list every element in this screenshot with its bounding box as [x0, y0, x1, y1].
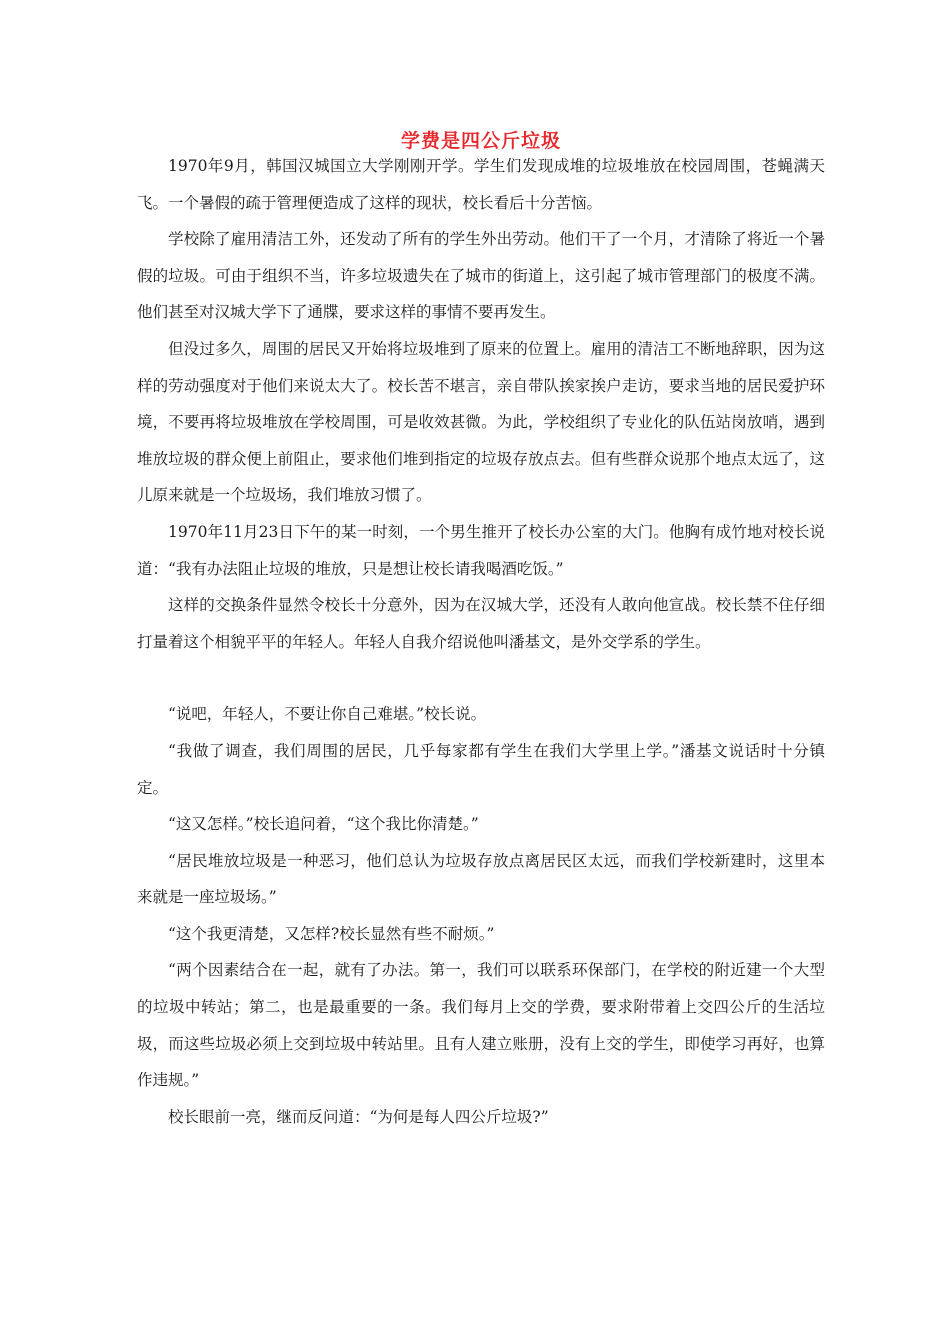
paragraph-5: 这样的交换条件显然令校长十分意外，因为在汉城大学，还没有人敢向他宣战。校长禁不住仔细打量着这个相貌平平的年轻人。年轻人自我介绍说他叫潘基文，是外交学系的学生。 [137, 596, 825, 651]
paragraph-9: “居民堆放垃圾是一种恶习，他们总认为垃圾存放点离居民区太远，而我们学校新建时，这里本来就是一座垃圾场。” [137, 851, 825, 907]
paragraph-3: 但没过多久，周围的居民又开始将垃圾堆到了原来的位置上。雇用的清洁工不断地辞职，因为这样的劳动强度对于他们来说太大了。校长苦不堪言，亲自带队挨家挨户走访，要求当地的居民爱护环境，不要再将垃圾堆放在学校周围，可是收效甚微。为此，学校组织了专业化的队伍站岗放哨，遇到堆放垃圾的群众便上前阻止，要求他们堆到指定的垃圾存放点去。但有些群众说那个地点太远了，这儿原来就是一个垃圾场，我们堆放习惯了。 [137, 339, 825, 505]
paragraph-1: 1970年9月，韩国汉城国立大学刚刚开学。学生们发现成堆的垃圾堆放在校园周围，苍蝇满天飞。一个暑假的疏于管理便造成了这样的现状，校长看后十分苦恼。 [137, 157, 825, 212]
paragraph-4: 1970年11月23日下午的某一时刻，一个男生推开了校长办公室的大门。他胸有成竹地对校长说道：“我有办法阻止垃圾的堆放，只是想让校长请我喝酒吃饭。” [137, 522, 825, 578]
paragraph-10: “这个我更清楚，又怎样?校长显然有些不耐烦。” [168, 924, 495, 943]
paragraph-11: “两个因素结合在一起，就有了办法。第一，我们可以联系环保部门，在学校的附近建一个大型的垃圾中转站；第二，也是最重要的一条。我们每月上交的学费，要求附带着上交四公斤的生活垃圾，而这些垃圾必须上交到垃圾中转站里。且有人建立账册，没有上交的学生，即使学习再好，也算作违规。” [137, 961, 825, 1090]
paragraph-7: “我做了调查，我们周围的居民，几乎每家都有学生在我们大学里上学。”潘基文说话时十分镇定。 [137, 741, 825, 797]
paragraph-6: “说吧，年轻人，不要让你自己难堪。”校长说。 [168, 705, 487, 724]
paragraph-2: 学校除了雇用清洁工外，还发动了所有的学生外出劳动。他们干了一个月，才清除了将近一个暑假的垃圾。可由于组织不当，许多垃圾遗失在了城市的街道上，这引起了城市管理部门的极度不满。他们甚至对汉城大学下了通牒，要求这样的事情不要再发生。 [137, 230, 825, 322]
document-title: 学费是四公斤垃圾 [400, 130, 561, 152]
paragraph-8: “这又怎样。”校长追问着，“这个我比你清楚。” [168, 815, 479, 834]
paragraph-12: 校长眼前一亮，继而反问道：“为何是每人四公斤垃圾?” [168, 1107, 549, 1126]
document-page [137, 128, 825, 1135]
paragraph-gap [137, 660, 825, 696]
